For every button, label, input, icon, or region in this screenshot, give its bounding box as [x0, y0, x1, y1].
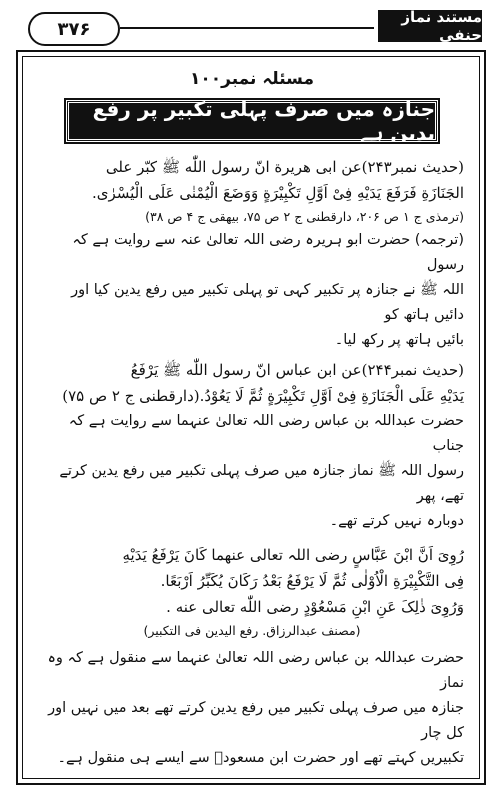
hadith-243-translation-line1: (ترجمہ) حضرت ابو ہریرہ رضی اللہ تعالیٰ عنہ سے روایت ہے کہ رسول [72, 232, 464, 273]
hadith-244-translation-line3: دوبارہ نہیں کرتے تھے۔ [329, 513, 464, 529]
book-title: مستند نماز حنفی [378, 10, 482, 42]
hadith-243-arabic-line2: الجَنَازَةِ فَرَفَعَ یَدَیْهِ فِیْ اَوَّلِ تَکْبِیْرَةٍ وَوَضَعَ الْیُمْنٰی عَلَی الْیُسْرٰی. [91, 184, 464, 202]
hadith-244-translation-line2: رسول اللہ ﷺ نماز جنازہ میں صرف پہلی تکبیر میں رفع یدین کرتے تھے، پھر [59, 463, 464, 504]
header-divider [120, 27, 374, 29]
athar-line1: رُوِیَ اَنَّ ابْنَ عَبَّاسٍ رضی اللہ تعالی عنھما کَانَ یَرْفَعُ یَدَیْهِ [122, 546, 464, 564]
hadith-244-arabic-line1: (حدیث نمبر۲۴۴)عن ابن عباس انّ رسول اللّٰه ﷺ یَرْفَعُ [130, 361, 464, 379]
masala-number: مسئلہ نمبر۱۰۰ [189, 69, 315, 89]
athar-line3: وَرُوِیَ ذٰلِکَ عَنِ ابْنِ مَسْعُوْدٍ رضی اللّٰه تعالی عنه . [166, 598, 464, 616]
hadith-243-translation-line3: بائیں ہاتھ پر رکھ لیا۔ [334, 332, 464, 348]
closing-paragraph [40, 646, 464, 771]
athar-line2: فِی التَّکْبِیْرَةِ الْاُوْلٰی ثُمَّ لَا یَرْفَعُ بَعْدُ رَکَانَ یُکَبِّرُ اَرْبَعًا. [160, 572, 464, 590]
page-header [20, 6, 486, 46]
closing-line3: تکبیریں کہتے تھے اور حضرت ابن مسعودؓ سے ایسے ہی منقول ہے۔ [57, 750, 464, 766]
hadith-244-translation-line1: حضرت عبداللہ بن عباس رضی اللہ تعالیٰ عنہما سے روایت ہے کہ جناب [68, 413, 464, 454]
hadith-243 [40, 154, 464, 353]
chapter-title: جنازہ میں صرف پہلی تکبیر پر رفع یدین ہے [66, 100, 438, 142]
hadith-243-arabic-line1: (حدیث نمبر۲۴۳)عن ابی ھریرة انّ رسول اللّٰه ﷺ کبّر علی [105, 158, 464, 176]
page-content [40, 62, 464, 771]
hadith-244 [40, 357, 464, 534]
hadith-243-translation-line2: اللہ ﷺ نے جنازہ پر تکبیر کہی تو پہلی تکبیر میں رفع یدین کیا اور دائیں ہاتھ کو [71, 282, 464, 323]
page-number: ۳۷۶ [28, 12, 120, 46]
closing-line2: جنازہ میں صرف پہلی تکبیر میں رفع یدین کرتے تھے بعد میں نہیں اور کل چار [48, 700, 464, 741]
athar-reference: (مصنف عبدالرزاق. رفع الیدین فی التکبیر) [143, 623, 361, 638]
athar-section [40, 542, 464, 642]
closing-line1: حضرت عبداللہ بن عباس رضی اللہ تعالیٰ عنہما سے منقول ہے کہ وہ نماز [47, 650, 464, 691]
hadith-243-reference: (ترمذی ج ۱ ص ۲۰۶، دارقطنی ج ۲ ص ۷۵، بیھقی ج ۴ ص ۳۸) [145, 209, 464, 224]
hadith-244-arabic-line2: یَدَیْهِ عَلَی الْجَنَازَةِ فِیْ اَوَّلِ تَکْبِیْرَةٍ ثُمَّ لَا یَعُوْدُ.(دارقطنی ج ۲ ص ۷۵) [62, 387, 464, 405]
